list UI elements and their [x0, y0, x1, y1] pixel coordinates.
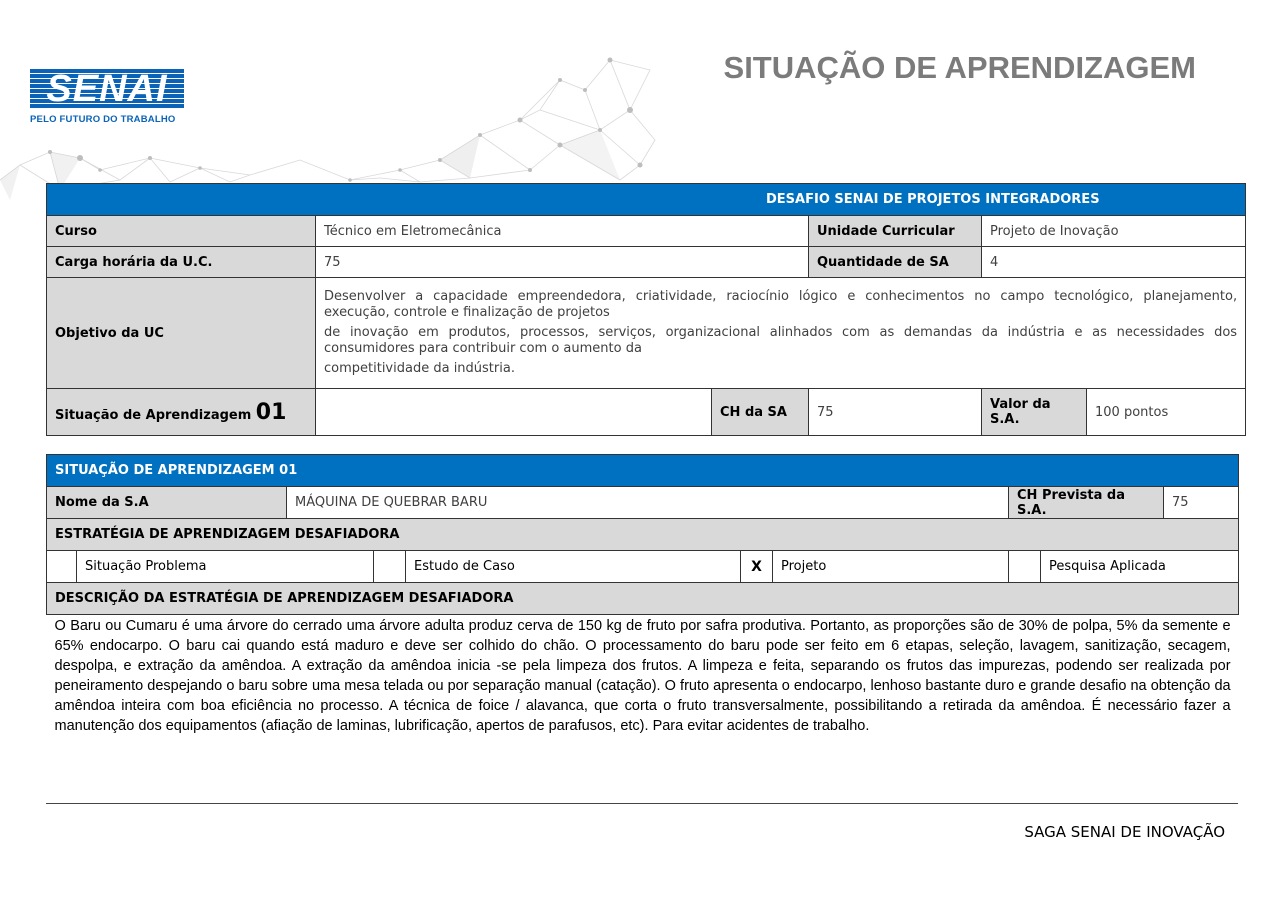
option-projeto: Projeto [773, 551, 1009, 583]
option-situacao-problema: Situação Problema [77, 551, 374, 583]
ch-sa-label: CH da SA [712, 389, 809, 436]
curso-value: Técnico em Eletromecânica [316, 216, 809, 247]
ch-sa-value: 75 [809, 389, 982, 436]
valor-sa-label: Valor da S.A. [982, 389, 1087, 436]
situacao-aprendizagem-number: 01 [255, 399, 287, 425]
nome-sa-value: MÁQUINA DE QUEBRAR BARU [287, 487, 1009, 519]
valor-sa-value: 100 pontos [1087, 389, 1246, 436]
quantidade-sa-label: Quantidade de SA [809, 247, 982, 278]
unidade-curricular-label: Unidade Curricular [809, 216, 982, 247]
curso-label: Curso [47, 216, 316, 247]
ch-prevista-cell [1009, 487, 1239, 519]
sa-banner: SITUAÇÃO DE APRENDIZAGEM 01 [47, 455, 1239, 487]
estrategia-heading: ESTRATÉGIA DE APRENDIZAGEM DESAFIADORA [47, 519, 1239, 551]
option-estudo-de-caso: Estudo de Caso [406, 551, 741, 583]
quantidade-sa-value: 4 [982, 247, 1246, 278]
nome-sa-label: Nome da S.A [47, 487, 287, 519]
document-title: SITUAÇÃO DE APRENDIZAGEM [723, 50, 1196, 85]
descricao-heading: DESCRIÇÃO DA ESTRATÉGIA DE APRENDIZAGEM DESAFIADORA [47, 583, 1239, 615]
descricao-cell [47, 615, 1239, 737]
option-pesquisa-aplicada: Pesquisa Aplicada [1041, 551, 1239, 583]
situacao-aprendizagem-value [316, 389, 712, 436]
checkbox-situacao-problema[interactable] [47, 551, 77, 583]
objetivo-line: competitividade da indústria. [324, 361, 515, 376]
senai-logo-text: SENAI [46, 68, 168, 110]
footer-divider [46, 803, 1238, 804]
objetivo-line: Desenvolver a capacidade empreendedora, criatividade, raciocínio lógico e conhecimentos no campo tecnológico, planejamento, execução, controle e finalização de projetos [324, 289, 1238, 320]
objetivo-line: de inovação em produtos, processos, serviços, organizacional alinhados com as demandas da indústria e as necessidades dos consumidores para contribuir com o aumento da [324, 325, 1238, 356]
descricao-text: O Baru ou Cumaru é uma árvore do cerrado uma árvore adulta produz cerva de 150 kg de fruto por safra produtiva. Portanto, as proporções são de 30% de polpa, 5% da semente e 65% endocarpo. O baru cai quando está maduro e deve ser colhido do chão. O processamento do baru pode ser feito em 6 etapas, seleção, lavagem, sanitização, secagem, despolpa, e extração da amêndoa. A extração da amêndoa inicia -se pela limpeza dos frutos. A limpeza e feita, separando os frutos das impurezas, podendo ser realizada por peneiramento despejando o baru sobre uma mesa telada ou por separação manual (catação). O fruto apresenta o endocarpo, lenhoso bastante duro e grande desafio na obtenção da amêndoa inteira com boa eficiência no processo. A técnica de foice / alavanca, que corta o fruto transversalmente, possibilitando a retirada da amêndoa. É necessário fazer a manutenção dos equipamentos (afiação de laminas, lubrificação, apertos de parafusos, etc). Para evitar acidentes de trabalho. [54, 618, 1231, 734]
situacao-aprendizagem-table [46, 454, 1239, 736]
checkbox-projeto[interactable]: X [741, 551, 773, 583]
situacao-aprendizagem-label [47, 389, 316, 436]
ch-prevista-value: 75 [1172, 495, 1189, 510]
footer-text: SAGA SENAI DE INOVAÇÃO [1024, 823, 1225, 841]
desafio-banner: DESAFIO SENAI DE PROJETOS INTEGRADORES [47, 184, 1246, 216]
situacao-aprendizagem-text: Situação de Aprendizagem [55, 407, 252, 423]
carga-horaria-label: Carga horária da U.C. [47, 247, 316, 278]
checkbox-estudo-de-caso[interactable] [374, 551, 406, 583]
objetivo-value [316, 278, 1246, 389]
checkbox-pesquisa-aplicada[interactable] [1009, 551, 1041, 583]
carga-horaria-value: 75 [316, 247, 809, 278]
logo-slogan: PELO FUTURO DO TRABALHO [30, 114, 176, 125]
project-info-table [46, 183, 1246, 436]
ch-prevista-label: CH Prevista da S.A. [1009, 487, 1164, 518]
unidade-curricular-value: Projeto de Inovação [982, 216, 1246, 247]
senai-logo [30, 69, 184, 109]
objetivo-label: Objetivo da UC [47, 278, 316, 389]
